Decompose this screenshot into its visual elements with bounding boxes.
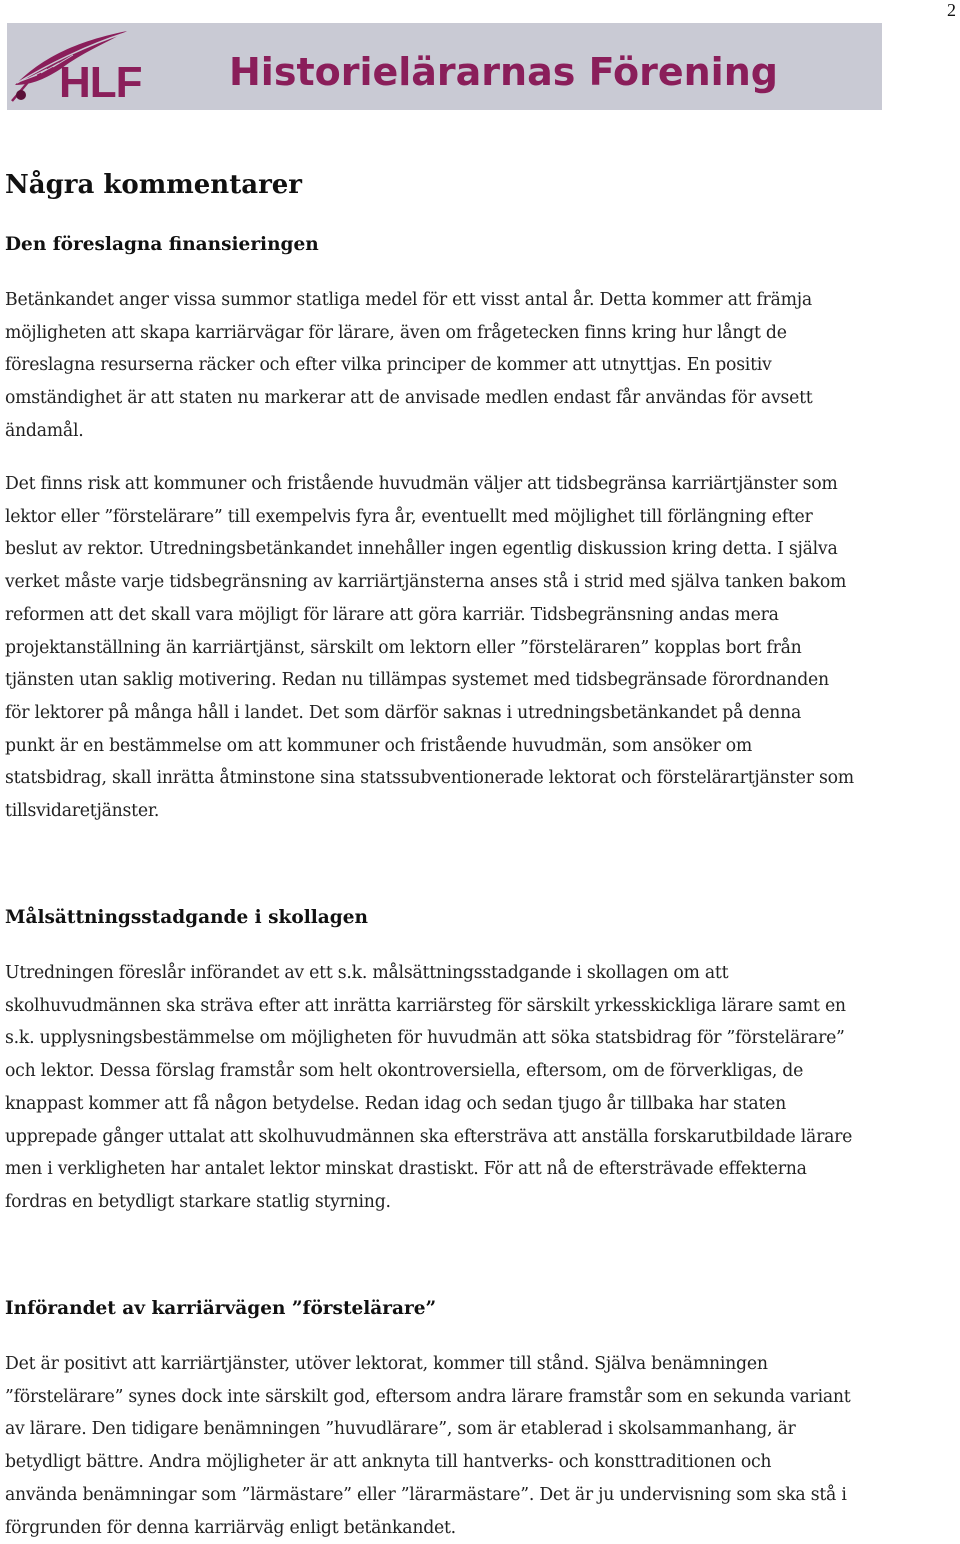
text-line: föreslagna resurserna räcker och efter vilka principer de kommer att utnyttjas. En positiv	[5, 355, 772, 376]
text-line: Utredningen föreslår införandet av ett s.k. målsättningsstadgande i skollagen om att	[5, 963, 729, 983]
text-line: s.k. upplysningsbestämmelse om möjligheten för huvudmän att söka statsbidrag för ”förstelärare”	[5, 1028, 845, 1049]
text-line: verket måste varje tidsbegränsning av karriärtjänsterna anses stå i strid med själva tanken bakom	[5, 572, 847, 593]
section-heading-school-law: Målsättningsstadgande i skollagen	[5, 907, 368, 928]
text-line: men i verkligheten har antalet lektor minskat drastiskt. För att nå de eftersträvade effekterna	[5, 1159, 807, 1180]
page-title: Några kommentarer	[5, 170, 303, 200]
text-line: omständighet är att staten nu markerar att de anvisade medlen endast får användas för avsett	[5, 388, 813, 409]
header-banner	[7, 23, 882, 110]
page-number: 2	[947, 0, 956, 20]
text-line: ”förstelärare” synes dock inte särskilt god, eftersom andra lärare framstår som en sekunda variant	[5, 1386, 851, 1407]
text-line: reformen att det skall vara möjligt för lärare att göra karriär. Tidsbegränsning andas mera	[5, 604, 779, 625]
paragraph-school-law	[5, 957, 955, 1219]
text-line: för lektorer på många håll i landet. Det som därför saknas i utredningsbetänkandet på denna	[5, 702, 801, 723]
paragraph-first-teacher	[5, 1348, 955, 1544]
text-line: av lärare. Den tidigare benämningen ”huvudlärare”, som är etablerad i skolsammanhang, är	[5, 1419, 796, 1440]
paragraph-financing-1	[5, 284, 955, 448]
hlf-logo	[7, 23, 157, 110]
section-heading-financing: Den föreslagna finansieringen	[5, 234, 319, 255]
text-line: möjligheten att skapa karriärvägar för lärare, även om frågetecken finns kring hur långt de	[5, 322, 787, 343]
text-line: tillsvidaretjänster.	[5, 801, 160, 822]
text-line: beslut av rektor. Utredningsbetänkandet innehåller ingen egentlig diskussion kring detta. I själva	[5, 539, 838, 560]
text-line: projektanställning än karriärtjänst, särskilt om lektorn eller ”försteläraren” kopplas bort från	[5, 637, 802, 658]
paragraph-financing-2	[5, 468, 955, 828]
text-line: fordras en betydligt starkare statlig styrning.	[5, 1191, 391, 1212]
logo-text: HLF	[59, 58, 142, 107]
text-line: Det finns risk att kommuner och fristående huvudmän väljer att tidsbegränsa karriärtjänster som	[5, 474, 838, 494]
section-heading-first-teacher: Införandet av karriärvägen ”förstelärare”	[5, 1298, 437, 1319]
text-line: lektor eller ”förstelärare” till exempelvis fyra år, eventuellt med möjlighet till förlängning efter	[5, 506, 813, 527]
text-line: Det är positivt att karriärtjänster, utöver lektorat, kommer till stånd. Själva benämningen	[5, 1354, 768, 1374]
text-line: ändamål.	[5, 420, 84, 441]
text-line: upprepade gånger uttalat att skolhuvudmännen ska eftersträva att anställa forskarutbildade lärare	[5, 1126, 853, 1147]
text-line: tjänsten utan saklig motivering. Redan nu tillämpas systemet med tidsbegränsade förordnanden	[5, 670, 829, 691]
text-line: statsbidrag, skall inrätta åtminstone sina statssubventionerade lektorat och förstelärartjänster som	[5, 768, 854, 789]
text-line: skolhuvudmännen ska sträva efter att inrätta karriärsteg för särskilt yrkesskickliga lärare samt en	[5, 995, 846, 1016]
text-line: betydligt bättre. Andra möjligheter är att anknyta till hantverks- och konsttraditionen och	[5, 1452, 772, 1473]
text-line: förgrunden för denna karriärväg enligt betänkandet.	[5, 1517, 456, 1538]
text-line: punkt är en bestämmelse om att kommuner och fristående huvudmän, som ansöker om	[5, 735, 753, 756]
text-line: Betänkandet anger vissa summor statliga medel för ett visst antal år. Detta kommer att främja	[5, 290, 812, 310]
text-line: och lektor. Dessa förslag framstår som helt okontroversiella, eftersom, om de förverkligas, de	[5, 1061, 804, 1082]
text-line: knappast kommer att få någon betydelse. Redan idag och sedan tjugo år tillbaka har staten	[5, 1093, 786, 1114]
organization-name: Historielärarnas Förening	[229, 50, 778, 94]
text-line: använda benämningar som ”lärmästare” eller ”lärarmästare”. Det är ju undervisning som ska stå i	[5, 1484, 847, 1505]
